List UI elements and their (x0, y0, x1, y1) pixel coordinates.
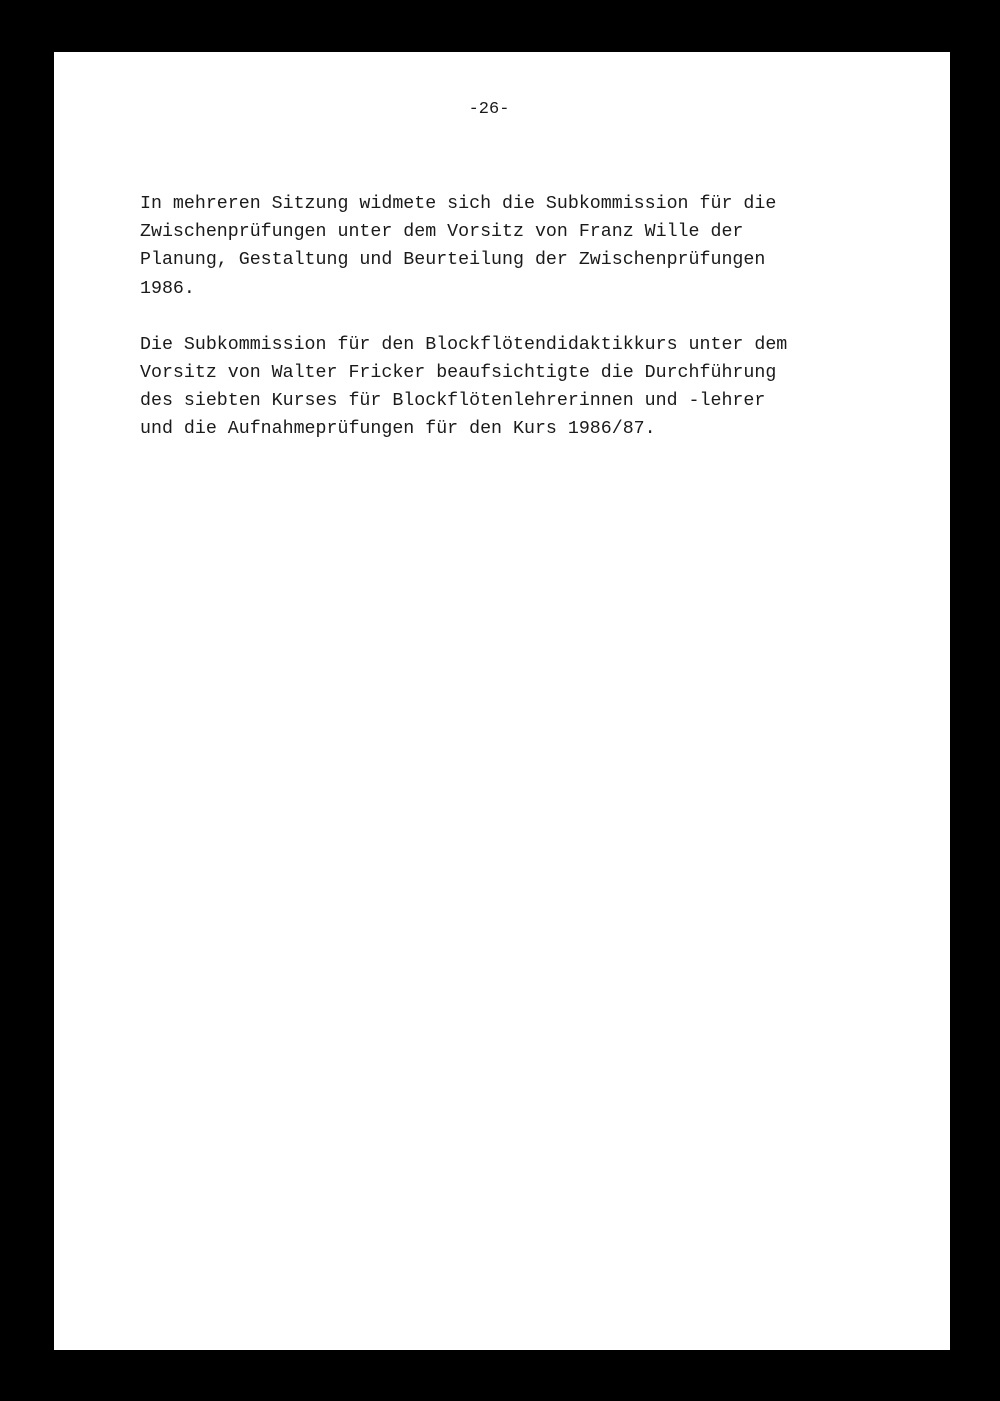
document-page (54, 52, 950, 1350)
text-line: 1986. (140, 278, 195, 299)
paragraph-1 (140, 190, 900, 303)
paragraph-2 (140, 331, 900, 444)
page-number: -26- (468, 100, 510, 119)
text-line: Vorsitz von Walter Fricker beaufsichtigte die Durchführung (140, 363, 777, 384)
text-line: Die Subkommission für den Blockflötendidaktikkurs unter dem (140, 334, 788, 355)
text-line: Zwischenprüfungen unter dem Vorsitz von Franz Wille der (140, 222, 744, 243)
text-line: und die Aufnahmeprüfungen für den Kurs 1986/87. (140, 419, 656, 440)
text-line: In mehreren Sitzung widmete sich die Subkommission für die (140, 194, 777, 214)
body-text (140, 190, 900, 472)
text-line: des siebten Kurses für Blockflötenlehrerinnen und -lehrer (140, 391, 766, 412)
text-line: Planung, Gestaltung und Beurteilung der Zwischenprüfungen (140, 250, 766, 271)
